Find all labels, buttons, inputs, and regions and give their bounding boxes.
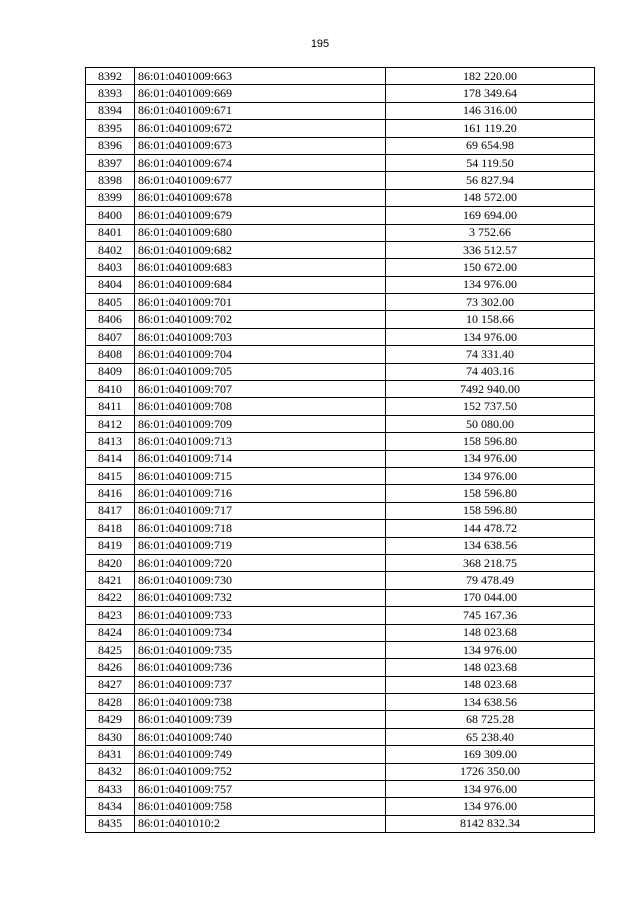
- row-number-cell: 8422: [86, 589, 135, 606]
- table-row: [86, 554, 595, 571]
- cadastral-value-cell: 69 654.98: [386, 137, 595, 154]
- cadastral-number-cell: 86:01:0401009:739: [135, 711, 386, 728]
- table-row: [86, 815, 595, 832]
- row-number-cell: 8415: [86, 467, 135, 484]
- row-number-cell: 8426: [86, 659, 135, 676]
- row-number-cell: 8394: [86, 102, 135, 119]
- cadastral-number-cell: 86:01:0401009:718: [135, 520, 386, 537]
- row-number-cell: 8393: [86, 85, 135, 102]
- cadastral-value-cell: 134 976.00: [386, 798, 595, 815]
- table-row: [86, 711, 595, 728]
- row-number-cell: 8433: [86, 781, 135, 798]
- table-row: [86, 763, 595, 780]
- cadastral-value-cell: 169 309.00: [386, 746, 595, 763]
- table-row: [86, 85, 595, 102]
- cadastral-value-cell: 134 976.00: [386, 641, 595, 658]
- cadastral-number-cell: 86:01:0401009:749: [135, 746, 386, 763]
- cadastral-value-cell: 79 478.49: [386, 572, 595, 589]
- cadastral-number-cell: 86:01:0401009:701: [135, 294, 386, 311]
- cadastral-number-cell: 86:01:0401009:752: [135, 763, 386, 780]
- row-number-cell: 8417: [86, 502, 135, 519]
- cadastral-value-cell: 336 512.57: [386, 241, 595, 258]
- cadastral-value-cell: 148 023.68: [386, 659, 595, 676]
- table-row: [86, 381, 595, 398]
- cadastral-number-cell: 86:01:0401009:734: [135, 624, 386, 641]
- cadastral-number-cell: 86:01:0401009:707: [135, 381, 386, 398]
- table-row: [86, 415, 595, 432]
- cadastral-value-cell: 161 119.20: [386, 120, 595, 137]
- cadastral-number-cell: 86:01:0401009:684: [135, 276, 386, 293]
- table-row: [86, 694, 595, 711]
- table-row: [86, 676, 595, 693]
- cadastral-number-cell: 86:01:0401009:733: [135, 607, 386, 624]
- cadastral-number-cell: 86:01:0401009:715: [135, 467, 386, 484]
- table-row: [86, 659, 595, 676]
- cadastral-number-cell: 86:01:0401009:705: [135, 363, 386, 380]
- table-row: [86, 398, 595, 415]
- cadastral-number-cell: 86:01:0401009:720: [135, 554, 386, 571]
- row-number-cell: 8419: [86, 537, 135, 554]
- table-row: [86, 311, 595, 328]
- cadastral-value-cell: 170 044.00: [386, 589, 595, 606]
- table-row: [86, 537, 595, 554]
- row-number-cell: 8432: [86, 763, 135, 780]
- cadastral-number-cell: 86:01:0401009:671: [135, 102, 386, 119]
- cadastral-value-cell: 146 316.00: [386, 102, 595, 119]
- cadastral-value-cell: 7492 940.00: [386, 381, 595, 398]
- cadastral-value-cell: 158 596.80: [386, 485, 595, 502]
- cadastral-value-cell: 68 725.28: [386, 711, 595, 728]
- table-row: [86, 68, 595, 85]
- cadastral-number-cell: 86:01:0401009:735: [135, 641, 386, 658]
- cadastral-value-cell: 10 158.66: [386, 311, 595, 328]
- row-number-cell: 8408: [86, 346, 135, 363]
- cadastral-value-cell: 144 478.72: [386, 520, 595, 537]
- cadastral-value-cell: 148 023.68: [386, 624, 595, 641]
- table-row: [86, 120, 595, 137]
- table-row: [86, 485, 595, 502]
- table-row: [86, 102, 595, 119]
- cadastral-number-cell: 86:01:0401009:716: [135, 485, 386, 502]
- cadastral-value-cell: 3 752.66: [386, 224, 595, 241]
- table-row: [86, 572, 595, 589]
- cadastral-value-cell: 169 694.00: [386, 207, 595, 224]
- row-number-cell: 8418: [86, 520, 135, 537]
- cadastral-number-cell: 86:01:0401009:719: [135, 537, 386, 554]
- row-number-cell: 8397: [86, 154, 135, 171]
- table-row: [86, 607, 595, 624]
- cadastral-number-cell: 86:01:0401009:669: [135, 85, 386, 102]
- cadastral-value-cell: 134 638.56: [386, 694, 595, 711]
- cadastral-value-cell: 134 976.00: [386, 276, 595, 293]
- cadastral-number-cell: 86:01:0401009:682: [135, 241, 386, 258]
- cadastral-value-cell: 65 238.40: [386, 728, 595, 745]
- cadastral-value-cell: 56 827.94: [386, 172, 595, 189]
- row-number-cell: 8406: [86, 311, 135, 328]
- table-row: [86, 641, 595, 658]
- row-number-cell: 8428: [86, 694, 135, 711]
- cadastral-number-cell: 86:01:0401009:758: [135, 798, 386, 815]
- table-row: [86, 450, 595, 467]
- row-number-cell: 8420: [86, 554, 135, 571]
- cadastral-value-cell: 148 572.00: [386, 189, 595, 206]
- table-row: [86, 589, 595, 606]
- cadastral-value-cell: 158 596.80: [386, 502, 595, 519]
- cadastral-number-cell: 86:01:0401009:663: [135, 68, 386, 85]
- cadastral-value-cell: 1726 350.00: [386, 763, 595, 780]
- cadastral-value-cell: 73 302.00: [386, 294, 595, 311]
- cadastral-number-cell: 86:01:0401009:738: [135, 694, 386, 711]
- cadastral-value-cell: 74 403.16: [386, 363, 595, 380]
- cadastral-value-cell: 74 331.40: [386, 346, 595, 363]
- cadastral-value-cell: 50 080.00: [386, 415, 595, 432]
- cadastral-value-table: [85, 67, 595, 833]
- table-row: [86, 137, 595, 154]
- row-number-cell: 8407: [86, 328, 135, 345]
- table-row: [86, 363, 595, 380]
- cadastral-value-cell: 182 220.00: [386, 68, 595, 85]
- table-row: [86, 467, 595, 484]
- table-row: [86, 346, 595, 363]
- table-row: [86, 624, 595, 641]
- table-row: [86, 294, 595, 311]
- cadastral-number-cell: 86:01:0401009:709: [135, 415, 386, 432]
- table-row: [86, 781, 595, 798]
- cadastral-number-cell: 86:01:0401009:703: [135, 328, 386, 345]
- cadastral-number-cell: 86:01:0401009:736: [135, 659, 386, 676]
- table-row: [86, 207, 595, 224]
- cadastral-value-cell: 134 976.00: [386, 467, 595, 484]
- table-row: [86, 241, 595, 258]
- cadastral-number-cell: 86:01:0401009:702: [135, 311, 386, 328]
- cadastral-value-cell: 134 976.00: [386, 781, 595, 798]
- row-number-cell: 8431: [86, 746, 135, 763]
- cadastral-number-cell: 86:01:0401009:678: [135, 189, 386, 206]
- row-number-cell: 8429: [86, 711, 135, 728]
- row-number-cell: 8411: [86, 398, 135, 415]
- cadastral-number-cell: 86:01:0401009:683: [135, 259, 386, 276]
- cadastral-number-cell: 86:01:0401009:674: [135, 154, 386, 171]
- table-body: [86, 68, 595, 833]
- row-number-cell: 8425: [86, 641, 135, 658]
- row-number-cell: 8421: [86, 572, 135, 589]
- cadastral-value-cell: 134 976.00: [386, 328, 595, 345]
- row-number-cell: 8413: [86, 433, 135, 450]
- row-number-cell: 8403: [86, 259, 135, 276]
- row-number-cell: 8427: [86, 676, 135, 693]
- row-number-cell: 8399: [86, 189, 135, 206]
- cadastral-number-cell: 86:01:0401009:677: [135, 172, 386, 189]
- cadastral-number-cell: 86:01:0401009:673: [135, 137, 386, 154]
- cadastral-value-cell: 150 672.00: [386, 259, 595, 276]
- table-row: [86, 189, 595, 206]
- cadastral-number-cell: 86:01:0401009:740: [135, 728, 386, 745]
- row-number-cell: 8424: [86, 624, 135, 641]
- table-row: [86, 433, 595, 450]
- table-row: [86, 328, 595, 345]
- row-number-cell: 8400: [86, 207, 135, 224]
- table-row: [86, 798, 595, 815]
- cadastral-number-cell: 86:01:0401009:708: [135, 398, 386, 415]
- cadastral-number-cell: 86:01:0401009:704: [135, 346, 386, 363]
- row-number-cell: 8423: [86, 607, 135, 624]
- row-number-cell: 8402: [86, 241, 135, 258]
- cadastral-value-cell: 745 167.36: [386, 607, 595, 624]
- cadastral-value-cell: 148 023.68: [386, 676, 595, 693]
- cadastral-value-cell: 54 119.50: [386, 154, 595, 171]
- cadastral-value-cell: 8142 832.34: [386, 815, 595, 832]
- cadastral-number-cell: 86:01:0401009:679: [135, 207, 386, 224]
- cadastral-value-cell: 134 638.56: [386, 537, 595, 554]
- cadastral-value-cell: 178 349.64: [386, 85, 595, 102]
- cadastral-number-cell: 86:01:0401009:714: [135, 450, 386, 467]
- row-number-cell: 8401: [86, 224, 135, 241]
- row-number-cell: 8398: [86, 172, 135, 189]
- row-number-cell: 8430: [86, 728, 135, 745]
- row-number-cell: 8414: [86, 450, 135, 467]
- table-row: [86, 224, 595, 241]
- cadastral-number-cell: 86:01:0401009:757: [135, 781, 386, 798]
- row-number-cell: 8392: [86, 68, 135, 85]
- cadastral-number-cell: 86:01:0401009:672: [135, 120, 386, 137]
- row-number-cell: 8409: [86, 363, 135, 380]
- table-row: [86, 172, 595, 189]
- table-row: [86, 502, 595, 519]
- table-row: [86, 728, 595, 745]
- table-row: [86, 520, 595, 537]
- row-number-cell: 8412: [86, 415, 135, 432]
- table-row: [86, 276, 595, 293]
- row-number-cell: 8435: [86, 815, 135, 832]
- row-number-cell: 8405: [86, 294, 135, 311]
- cadastral-number-cell: 86:01:0401009:713: [135, 433, 386, 450]
- row-number-cell: 8410: [86, 381, 135, 398]
- cadastral-number-cell: 86:01:0401009:730: [135, 572, 386, 589]
- row-number-cell: 8396: [86, 137, 135, 154]
- cadastral-value-cell: 368 218.75: [386, 554, 595, 571]
- page-number: 195: [310, 38, 330, 50]
- cadastral-number-cell: 86:01:0401009:737: [135, 676, 386, 693]
- table-row: [86, 746, 595, 763]
- cadastral-number-cell: 86:01:0401009:717: [135, 502, 386, 519]
- row-number-cell: 8434: [86, 798, 135, 815]
- cadastral-number-cell: 86:01:0401009:732: [135, 589, 386, 606]
- cadastral-number-cell: 86:01:0401010:2: [135, 815, 386, 832]
- table-row: [86, 154, 595, 171]
- row-number-cell: 8416: [86, 485, 135, 502]
- cadastral-number-cell: 86:01:0401009:680: [135, 224, 386, 241]
- cadastral-value-cell: 152 737.50: [386, 398, 595, 415]
- row-number-cell: 8404: [86, 276, 135, 293]
- row-number-cell: 8395: [86, 120, 135, 137]
- cadastral-value-cell: 158 596.80: [386, 433, 595, 450]
- table-row: [86, 259, 595, 276]
- cadastral-value-cell: 134 976.00: [386, 450, 595, 467]
